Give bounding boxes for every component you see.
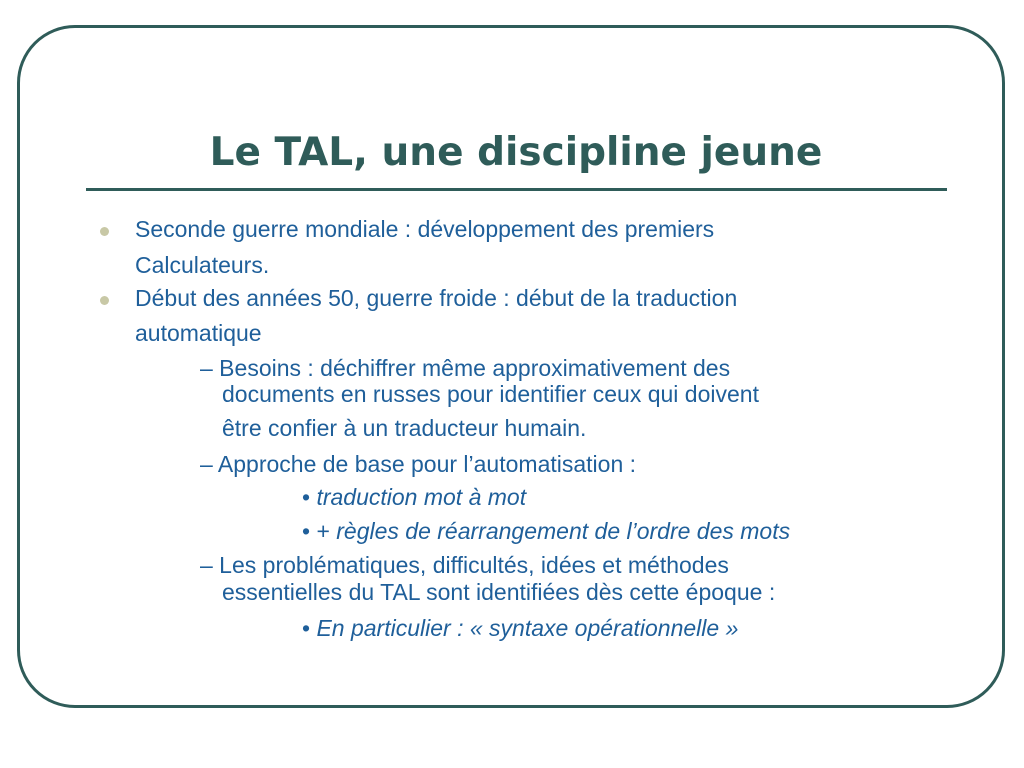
problematiques-item-1-text: En particulier : « syntaxe opérationnelle »	[316, 615, 739, 641]
bullet-2-line-1: Début des années 50, guerre froide : début de la traduction	[135, 285, 738, 311]
bullet-2-line-2: automatique	[135, 320, 262, 346]
problematiques-line-2: essentielles du TAL sont identifiées dès cette époque :	[222, 579, 776, 605]
approche-item-2-text: règles de réarrangement de l’ordre des mots	[336, 518, 791, 544]
besoins-line-2: documents en russes pour identifier ceux qui doivent	[222, 381, 759, 407]
slide-title: Le TAL, une discipline jeune	[209, 130, 823, 175]
problematiques-item-1	[302, 613, 738, 643]
bullet-1-line-1: Seconde guerre mondiale : développement des premiers	[135, 216, 715, 242]
approche-item-1	[302, 482, 526, 512]
approche-item-1-marker: •	[302, 484, 317, 510]
approche-item-2	[302, 516, 790, 546]
approche-item-2-marker: • +	[302, 518, 337, 544]
approche-line-1: – Approche de base pour l’automatisation :	[200, 451, 637, 477]
besoins-line-3: être confier à un traducteur humain.	[222, 415, 587, 441]
approche-item-1-text: traduction mot à mot	[316, 484, 527, 510]
bullet-1-line-2: Calculateurs.	[135, 252, 270, 278]
bullet-dot-1	[100, 227, 109, 236]
besoins-line-1: – Besoins : déchiffrer même approximativement des	[200, 355, 731, 381]
problematiques-line-1: – Les problématiques, difficultés, idées et méthodes	[200, 552, 729, 578]
bullet-dot-2	[100, 296, 109, 305]
problematiques-item-1-marker: •	[302, 615, 317, 641]
